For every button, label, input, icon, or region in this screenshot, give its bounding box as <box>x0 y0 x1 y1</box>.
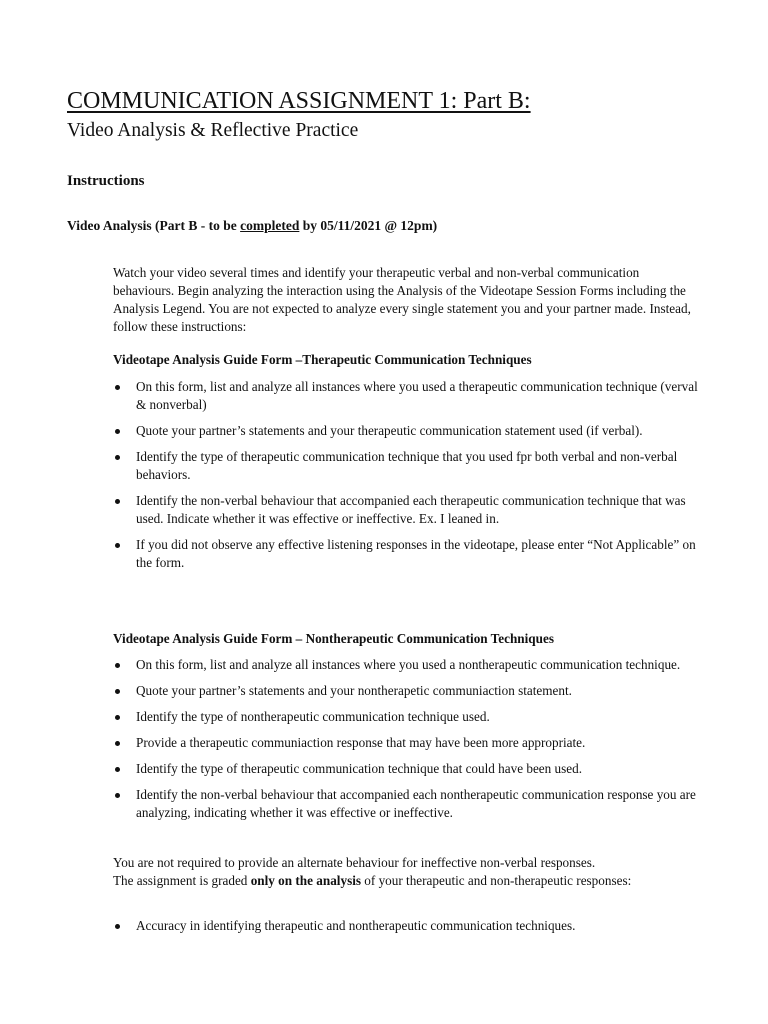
list-item-text: Quote your partner’s statements and your nontherapetic communiaction statement. <box>136 683 572 698</box>
bullet-icon <box>115 715 120 720</box>
page-subtitle: Video Analysis & Reflective Practice <box>67 120 359 141</box>
list-item <box>113 656 703 674</box>
list-item <box>113 536 703 572</box>
list-item <box>113 378 703 414</box>
closing-line-2-bold: only on the analysis <box>250 873 361 888</box>
list-item-text: On this form, list and analyze all instances where you used a therapeutic communication technique (verval & nonverbal) <box>136 379 698 412</box>
instructions-heading: Instructions <box>67 173 145 189</box>
list-item-text: Identify the type of therapeutic communication technique that could have been used. <box>136 761 583 776</box>
bullet-icon <box>115 663 120 668</box>
list-item <box>113 734 703 752</box>
bullet-icon <box>115 499 120 504</box>
list-item <box>113 448 703 484</box>
list-item <box>113 786 703 822</box>
grading-list <box>113 917 703 935</box>
list-item-text: If you did not observe any effective listening responses in the videotape, please enter “Not Applicable” on the form. <box>136 537 696 570</box>
bullet-icon <box>115 543 120 548</box>
closing-line-2-prefix: The assignment is graded <box>113 873 251 888</box>
closing-line-2-suffix: of your therapeutic and non-therapeutic responses: <box>361 873 632 888</box>
list-item-text: Provide a therapeutic communiaction response that may have been more appropriate. <box>136 735 586 750</box>
list-item-text: Accuracy in identifying therapeutic and nontherapeutic communication techniques. <box>136 918 576 933</box>
list-item-text: Identify the type of nontherapeutic communication technique used. <box>136 709 490 724</box>
therapeutic-list <box>113 378 703 572</box>
bullet-icon <box>115 767 120 772</box>
video-analysis-prefix: Video Analysis (Part B - to be <box>67 218 241 233</box>
closing-paragraph <box>113 854 703 890</box>
list-item-text: Identify the non-verbal behaviour that accompanied each therapeutic communication technique that was used. Indicate whether it was effective or ineffective. Ex. I leaned in. <box>136 493 686 526</box>
bullet-icon <box>115 429 120 434</box>
video-analysis-heading <box>67 217 437 235</box>
video-analysis-suffix: by 05/11/2021 @ 12pm) <box>299 218 438 233</box>
list-item <box>113 422 703 440</box>
bullet-icon <box>115 924 120 929</box>
list-item-text: Quote your partner’s statements and your therapeutic communication statement used (if verbal). <box>136 423 643 438</box>
bullet-icon <box>115 793 120 798</box>
list-item-text: Identify the non-verbal behaviour that accompanied each nontherapeutic communication response you are analyzing, indicating whether it was effective or ineffective. <box>136 787 696 820</box>
bullet-icon <box>115 689 120 694</box>
nontherapeutic-list <box>113 656 703 822</box>
video-analysis-completed: completed <box>240 218 300 233</box>
closing-line-1: You are not required to provide an alternate behaviour for ineffective non-verbal responses. <box>113 855 596 870</box>
list-item <box>113 708 703 726</box>
bullet-icon <box>115 385 120 390</box>
page-title: COMMUNICATION ASSIGNMENT 1: Part B: <box>67 88 531 114</box>
bullet-icon <box>115 741 120 746</box>
therapeutic-section-heading: Videotape Analysis Guide Form –Therapeutic Communication Techniques <box>113 352 532 367</box>
bullet-icon <box>115 455 120 460</box>
list-item <box>113 760 703 778</box>
nontherapeutic-section-heading: Videotape Analysis Guide Form – Nontherapeutic Communication Techniques <box>113 631 554 646</box>
list-item <box>113 917 703 935</box>
intro-paragraph: Watch your video several times and identify your therapeutic verbal and non-verbal communication behaviours. Begin analyzing the interaction using the Analysis of the Videotape Session Forms including the Analysis Legend. You are not expected to analyze every single statement you and your partner made. Instead, follow these instructions: <box>113 265 691 334</box>
list-item-text: On this form, list and analyze all instances where you used a nontherapeutic communication technique. <box>136 657 681 672</box>
list-item <box>113 492 703 528</box>
list-item <box>113 682 703 700</box>
list-item-text: Identify the type of therapeutic communication technique that you used fpr both verbal and non-verbal behaviors. <box>136 449 678 482</box>
